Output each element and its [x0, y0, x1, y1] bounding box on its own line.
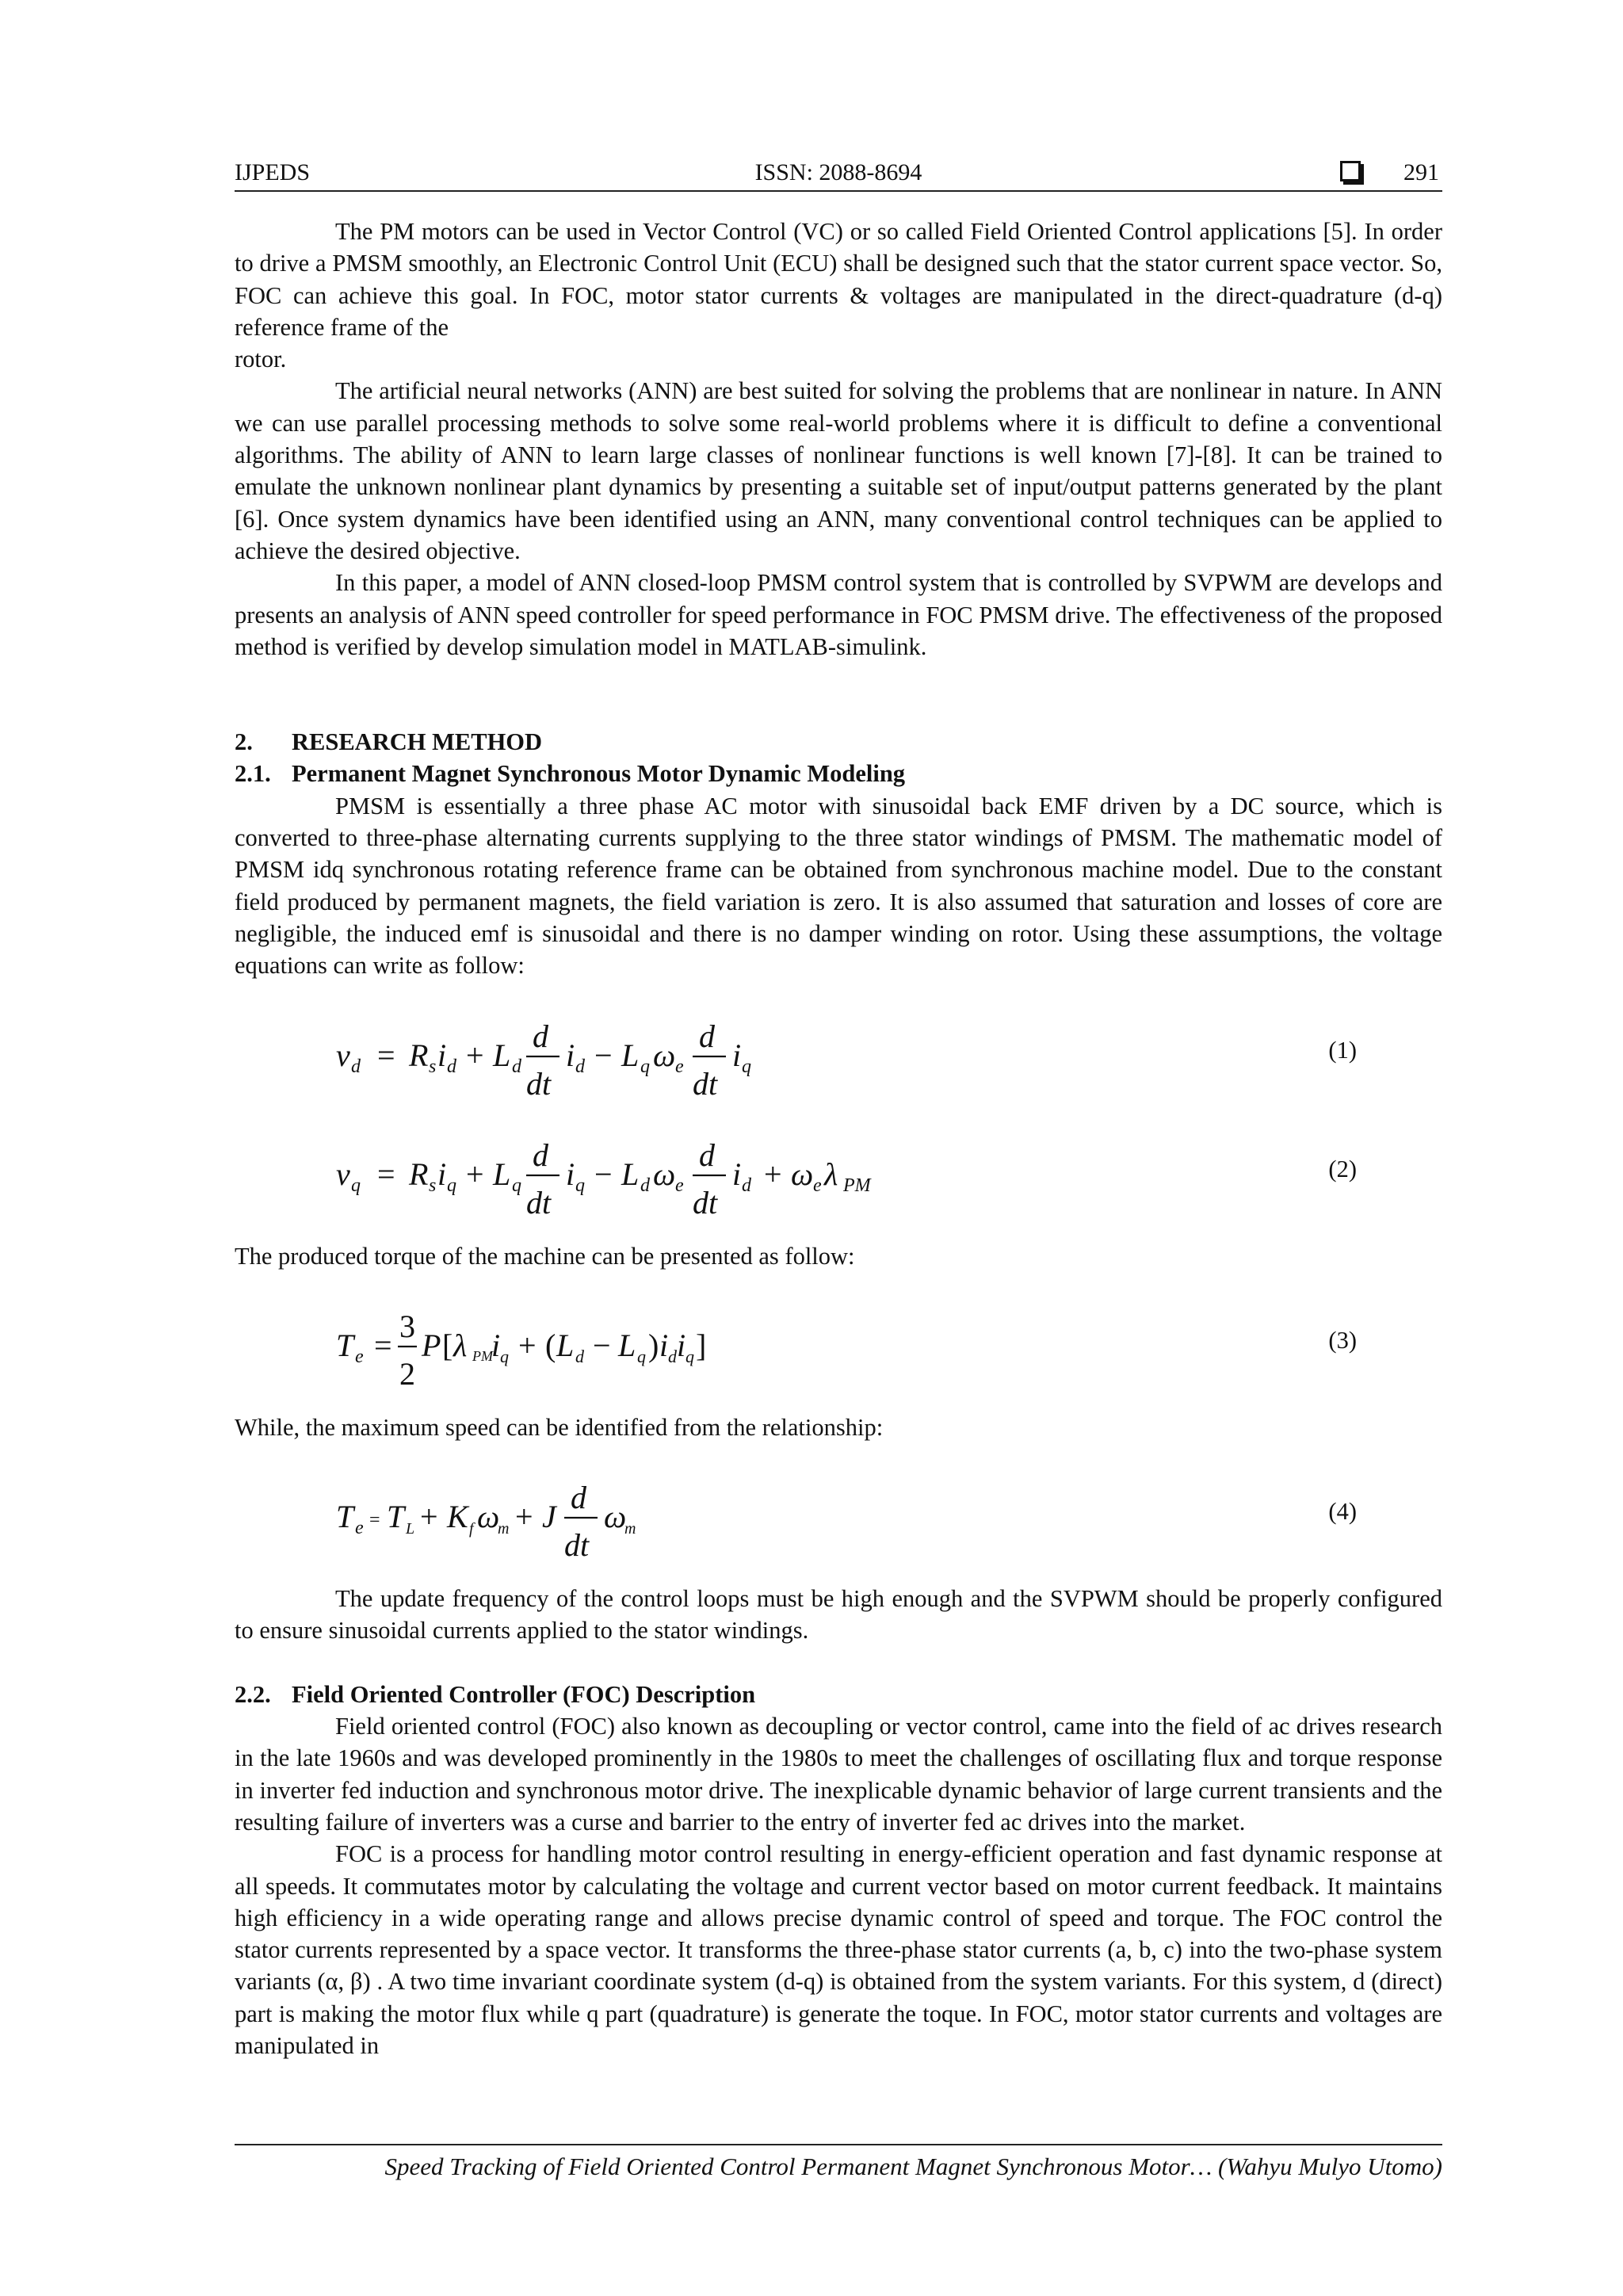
eq4-j: J: [542, 1499, 556, 1535]
eq2-i3: i: [732, 1156, 742, 1192]
page-number-group: [1340, 157, 1439, 189]
eq4-omega: ω: [477, 1499, 500, 1535]
svpwm-paragraph: The update frequency of the control loops must be high enough and the SVPWM should be properly configured to ensure sinusoidal currents applied to the stator windings.: [235, 1585, 1442, 1645]
equation-4: [235, 1464, 1442, 1562]
eq3-lambda-sub: PM: [472, 1347, 493, 1364]
eq3-id: i: [659, 1327, 669, 1363]
eq4-omega-sub: m: [498, 1520, 510, 1538]
equation-1-number: (1): [1328, 1036, 1357, 1064]
page-number: 291: [1403, 159, 1439, 185]
eq2-d-1: d: [533, 1137, 548, 1173]
eq1-dt-1: dt: [526, 1065, 552, 1102]
eq1-i2: i: [566, 1037, 575, 1073]
pmsm-paragraph: PMSM is essentially a three phase AC motor with sinusoidal back EMF driven by a DC source, which is converted to three-phase alternating currents supplying to the three stator windings of PMSM. The mathematic model of PMSM idq synchronous rotating reference frame can be obtained from synchronous machine model. Due to the constant field produced by permanent magnets, the field variation is zero. It is also assumed that saturation and losses of core are negligible, the induced emf is sinusoidal and there is no damper winding on rotor. Using these assumptions, the voltage equations can write as follow:: [235, 792, 1442, 980]
eq4-omega-2: ω: [604, 1499, 627, 1535]
eq1-l1-sub: d: [512, 1056, 521, 1077]
eq2-v: v: [336, 1156, 350, 1192]
running-footer: [235, 2144, 1442, 2187]
intro-paragraph-3: In this paper, a model of ANN closed-loop PMSM control system that is controlled by SVPWM are develops and presents an analysis of ANN speed controller for speed performance in FOC PMSM drive. The effectiveness of the proposed method is verified by develop simulation model in MATLAB-simulink.: [235, 569, 1442, 660]
eq2-dt-1: dt: [526, 1184, 552, 1221]
eq2-i1-sub: q: [447, 1175, 456, 1196]
eq2-i2: i: [566, 1156, 575, 1192]
equation-2-number: (2): [1328, 1155, 1357, 1182]
intro-paragraph-1-tail: rotor.: [235, 346, 287, 373]
speed-intro: While, the maximum speed can be identified from the relationship:: [235, 1413, 884, 1441]
equation-3-number: (3): [1328, 1326, 1357, 1354]
eq1-equals: =: [377, 1037, 395, 1073]
eq2-rs: R: [409, 1156, 429, 1192]
eq4-kf-sub: f: [469, 1520, 474, 1538]
equation-3-svg: [336, 1293, 1128, 1391]
eq4-d: d: [571, 1480, 586, 1516]
eq3-iq-sub: q: [500, 1346, 509, 1366]
eq2-l1: L: [493, 1156, 511, 1192]
eq2-i3-sub: d: [742, 1175, 751, 1196]
eq3-t: T: [336, 1327, 354, 1363]
eq1-l2-sub: q: [640, 1056, 650, 1077]
eq2-plus-1: +: [466, 1156, 484, 1192]
equation-2: [235, 1121, 1442, 1220]
square-bullet-icon: [1340, 161, 1361, 181]
eq2-minus: −: [594, 1156, 613, 1192]
article-body: [235, 216, 1442, 2061]
equation-4-number: (4): [1328, 1498, 1357, 1526]
equation-4-svg: [336, 1464, 1128, 1562]
eq1-i1: i: [437, 1037, 447, 1073]
foc-paragraph-2: FOC is a process for handling motor control resulting in energy-efficient operation and fast dynamic response at all speeds. It commutates motor by calculating the voltage and current vector based on motor current feedback. It maintains high efficiency in a wide operating range and allows precise dynamic control of speed and torque. The FOC control the stator currents represented by a space vector. It transforms the three-phase stator currents (a, b, c) into the two-phase system variants (α, β) . A two time invariant coordinate system (d-q) is obtained from the system variants. For this system, d (direct) part is making the motor flux while q part (quadrature) is generate the toque. In FOC, motor stator currents and voltages are manipulated in: [235, 1840, 1442, 2059]
eq3-minus: −: [593, 1327, 611, 1363]
equation-2-svg: [336, 1121, 1128, 1220]
eq1-v-sub: d: [351, 1056, 361, 1077]
eq3-plus: +: [518, 1327, 537, 1363]
section-heading: 2. RESEARCH METHOD: [235, 728, 543, 756]
eq4-kf: K: [447, 1499, 468, 1535]
eq4-equals: =: [369, 1510, 380, 1531]
eq1-i2-sub: d: [575, 1056, 585, 1077]
eq4-t-sub: e: [355, 1518, 364, 1539]
eq1-dt-2: dt: [693, 1065, 718, 1102]
eq4-tl-sub: L: [406, 1520, 415, 1538]
eq3-rparen: ): [648, 1327, 659, 1363]
eq2-omega-2-sub: e: [813, 1175, 822, 1196]
eq3-ld: L: [556, 1327, 575, 1363]
intro-paragraph-1: The PM motors can be used in Vector Control (VC) or so called Field Oriented Control applications [5]. In order to drive a PMSM smoothly, an Electronic Control Unit (ECU) shall be designed such that the stator current space vector. So, FOC can achieve this goal. In FOC, motor stator currents & voltages are manipulated in the direct-quadrature (d-q) reference frame of the: [235, 218, 1442, 341]
eq2-rs-sub: s: [429, 1175, 437, 1196]
eq1-plus: +: [466, 1037, 484, 1073]
running-header: [235, 157, 1442, 192]
eq1-minus: −: [594, 1037, 613, 1073]
eq2-dt-2: dt: [693, 1184, 718, 1221]
equation-1-svg: [336, 1003, 1128, 1101]
equation-3: [235, 1293, 1442, 1391]
eq4-tl: T: [387, 1499, 405, 1535]
eq3-iq: i: [491, 1327, 501, 1363]
eq3-id-sub: d: [668, 1346, 677, 1366]
eq3-rbracket: ]: [696, 1327, 707, 1363]
eq1-i3: i: [732, 1037, 742, 1073]
eq2-l2-sub: d: [640, 1175, 650, 1196]
torque-intro: The produced torque of the machine can be presented as follow:: [235, 1242, 855, 1270]
eq3-numerator: 3: [399, 1308, 415, 1344]
eq3-iq2: i: [677, 1327, 686, 1363]
eq1-d-2: d: [699, 1018, 715, 1054]
eq3-t-sub: e: [355, 1346, 364, 1367]
eq1-omega: ω: [653, 1037, 676, 1073]
equation-1: [235, 1003, 1442, 1101]
eq2-l1-sub: q: [512, 1175, 521, 1196]
eq2-i2-sub: q: [575, 1175, 585, 1196]
intro-paragraph-2: The artificial neural networks (ANN) are best suited for solving the problems that are nonlinear in nature. In ANN we can use parallel processing methods to solve some real-world problems where it is difficult to define a conventional algorithms. The ability of ANN to learn large classes of nonlinear functions is well known [7]-[8]. It can be trained to emulate the unknown nonlinear plant dynamics by presenting a suitable set of input/output patterns generated by the plant [6]. Once system dynamics have been identified using an ANN, many conventional control techniques can be applied to achieve the desired objective.: [235, 377, 1442, 564]
footer-citation: Speed Tracking of Field Oriented Control Permanent Magnet Synchronous Motor… (Wahyu Mulyo Utomo): [384, 2153, 1442, 2180]
eq3-lbracket: [: [442, 1327, 453, 1363]
eq4-omega-2-sub: m: [624, 1520, 636, 1538]
eq1-l1: L: [493, 1037, 511, 1073]
eq1-d-1: d: [533, 1018, 548, 1054]
eq1-omega-sub: e: [675, 1056, 684, 1077]
eq3-lambda: λ: [453, 1327, 468, 1363]
eq4-plus-1: +: [420, 1499, 438, 1535]
eq3-lparen: (: [545, 1327, 556, 1363]
eq3-iq2-sub: q: [685, 1346, 694, 1366]
eq1-rs: R: [409, 1037, 429, 1073]
eq2-lambda: λ: [824, 1156, 838, 1192]
eq2-equals: =: [377, 1156, 395, 1192]
eq3-denominator: 2: [399, 1355, 415, 1392]
eq2-i1: i: [437, 1156, 447, 1192]
eq3-p: P: [422, 1327, 441, 1363]
eq2-lambda-sub: PM: [843, 1175, 871, 1196]
eq1-i1-sub: d: [447, 1056, 456, 1077]
subsection-heading-2-2: 2.2. Field Oriented Controller (FOC) Description: [235, 1680, 756, 1708]
eq4-plus-2: +: [515, 1499, 533, 1535]
eq3-equals: =: [374, 1327, 392, 1363]
journal-name: IJPEDS: [235, 159, 311, 185]
eq1-v: v: [336, 1037, 350, 1073]
eq2-v-sub: q: [351, 1175, 361, 1196]
eq2-d-2: d: [699, 1137, 715, 1173]
eq3-lq-sub: q: [637, 1346, 646, 1366]
eq2-omega: ω: [653, 1156, 676, 1192]
eq4-dt: dt: [564, 1527, 590, 1564]
eq2-plus-2: +: [764, 1156, 782, 1192]
eq4-t: T: [336, 1499, 354, 1535]
eq3-ld-sub: d: [575, 1346, 584, 1366]
eq2-omega-sub: e: [675, 1175, 684, 1196]
issn: ISSN: 2088-8694: [754, 159, 922, 185]
eq2-l2: L: [621, 1156, 640, 1192]
eq1-l2: L: [621, 1037, 640, 1073]
eq1-i3-sub: q: [742, 1056, 751, 1077]
page: [235, 0, 1442, 2296]
eq3-lq: L: [618, 1327, 636, 1363]
eq1-rs-sub: s: [429, 1056, 437, 1077]
eq2-omega-2: ω: [791, 1156, 814, 1192]
subsection-heading-2-1: 2.1. Permanent Magnet Synchronous Motor Dynamic Modeling: [235, 760, 906, 788]
foc-paragraph-1: Field oriented control (FOC) also known as decoupling or vector control, came into the field of ac drives research in the late 1960s and was developed prominently in the 1980s to meet the challenges of oscillating flux and torque response in inverter fed induction and synchronous motor drive. The inexplicable dynamic behavior of large current transients and the resulting failure of inverters was a curse and barrier to the entry of inverter fed ac drives into the market.: [235, 1713, 1442, 1836]
